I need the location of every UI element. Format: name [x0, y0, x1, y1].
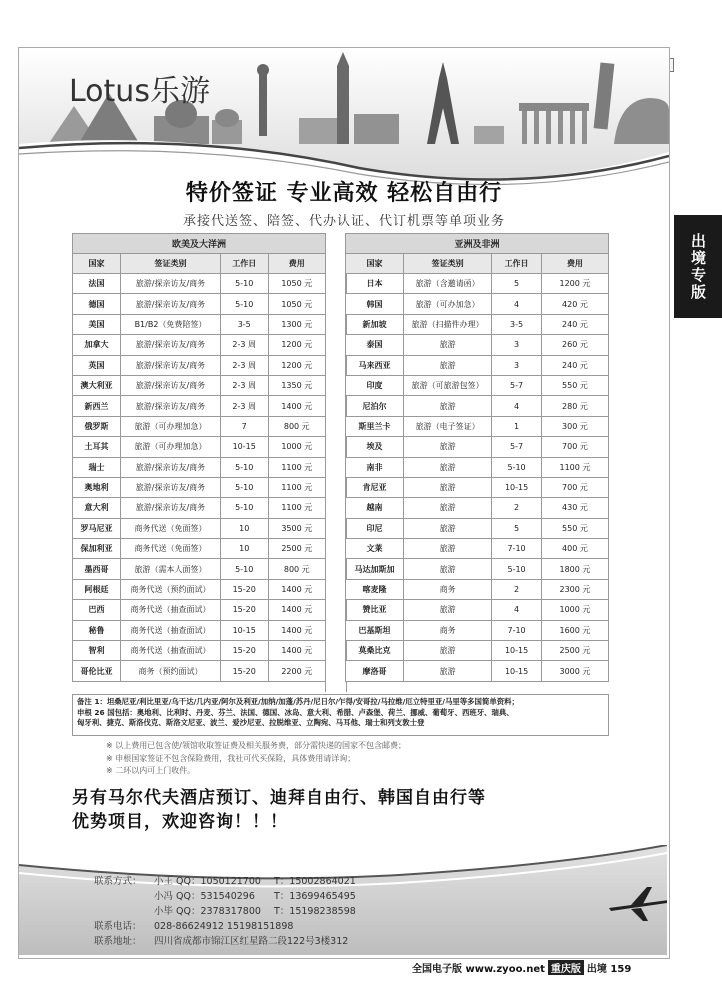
fee-cell: 1600 元	[541, 620, 608, 640]
fee-cell: 1400 元	[268, 600, 325, 620]
country-cell: 巴基斯坦	[346, 620, 404, 640]
country-cell: 加拿大	[73, 335, 121, 355]
country-cell: 意大利	[73, 498, 121, 518]
country-cell: 摩洛哥	[346, 661, 404, 681]
brand-logo	[69, 66, 210, 110]
contact-address-label: 联系地址：	[94, 936, 142, 947]
table-row	[346, 620, 609, 640]
country-cell: 新加坡	[346, 314, 404, 334]
fee-cell: 1400 元	[268, 620, 325, 640]
table-row	[73, 437, 326, 457]
fee-cell: 240 元	[541, 314, 608, 334]
fee-cell: 240 元	[541, 355, 608, 375]
table-row	[73, 355, 326, 375]
country-cell: 斯里兰卡	[346, 416, 404, 436]
visa-type-cell: 旅游/探亲访友/商务	[121, 294, 221, 314]
workdays-cell: 5-10	[220, 498, 268, 518]
visa-type-cell: 旅游（可旅游包签）	[404, 375, 492, 395]
visa-type-cell: 旅游	[404, 559, 492, 579]
country-cell: 埃及	[346, 437, 404, 457]
fee-cell: 1100 元	[268, 457, 325, 477]
footer-edition-badge: 重庆版	[548, 960, 584, 975]
table-row	[73, 416, 326, 436]
workdays-cell: 4	[492, 396, 542, 416]
col-header: 费用	[541, 254, 608, 274]
country-cell: 韩国	[346, 294, 404, 314]
table-row	[73, 396, 326, 416]
contact-qq: 小冯 QQ：531540296	[154, 891, 255, 902]
fee-cell: 3000 元	[541, 661, 608, 681]
country-cell: 土耳其	[73, 437, 121, 457]
fee-cell: 550 元	[541, 518, 608, 538]
col-header: 签证类别	[404, 254, 492, 274]
visa-type-cell: 旅游/探亲访友/商务	[121, 274, 221, 294]
table-row	[346, 375, 609, 395]
visa-type-cell: 商务代送（抽查面试）	[121, 620, 221, 640]
table-row	[73, 518, 326, 538]
promo-line: 另有马尔代夫酒店预订、迪拜自由行、韩国自由行等	[72, 788, 486, 808]
country-cell: 印度	[346, 375, 404, 395]
contact-phone-label: 联系电话：	[94, 921, 142, 932]
visa-type-cell: 旅游	[404, 641, 492, 661]
country-cell: 俄罗斯	[73, 416, 121, 436]
col-header: 国家	[346, 254, 404, 274]
visa-type-cell: 旅游/探亲访友/商务	[121, 477, 221, 497]
visa-type-cell: 商务（预约面试）	[121, 661, 221, 681]
country-cell: 瑞士	[73, 457, 121, 477]
country-cell: 文莱	[346, 539, 404, 559]
promo-text	[72, 786, 486, 834]
table-row	[346, 600, 609, 620]
workdays-cell: 5-10	[492, 559, 542, 579]
visa-type-cell: 旅游（电子签证）	[404, 416, 492, 436]
col-header: 国家	[73, 254, 121, 274]
fee-cell: 1050 元	[268, 274, 325, 294]
workdays-cell: 4	[492, 600, 542, 620]
remark-line: 申根 26 国包括：奥地利、比利时、丹麦、芬兰、法国、德国、冰岛、意大利、希腊、卢森堡、荷兰、挪威、葡萄牙、西班牙、瑞典、	[77, 707, 514, 717]
fee-cell: 2200 元	[268, 661, 325, 681]
visa-type-cell: 商务代送（免面签）	[121, 539, 221, 559]
note-line: ※ 二环以内可上门收件。	[106, 766, 196, 775]
workdays-cell: 5	[492, 274, 542, 294]
fee-cell: 800 元	[268, 416, 325, 436]
table-row	[346, 294, 609, 314]
country-cell: 澳大利亚	[73, 375, 121, 395]
workdays-cell: 5	[492, 518, 542, 538]
country-cell: 新西兰	[73, 396, 121, 416]
table-row	[346, 559, 609, 579]
visa-type-cell: 商务代送（免面签）	[121, 518, 221, 538]
table-row	[346, 457, 609, 477]
fee-cell: 1400 元	[268, 641, 325, 661]
col-header: 工作日	[492, 254, 542, 274]
contact-address: 四川省成都市锦江区红星路二段122号3楼312	[154, 936, 349, 947]
workdays-cell: 7	[220, 416, 268, 436]
visa-type-cell: 旅游	[404, 457, 492, 477]
visa-type-cell: 旅游	[404, 437, 492, 457]
table-row	[73, 600, 326, 620]
country-cell: 越南	[346, 498, 404, 518]
contact-qq: 小毕 QQ：2378317800	[154, 906, 261, 917]
visa-type-cell: 旅游/探亲访友/商务	[121, 457, 221, 477]
country-cell: 阿根廷	[73, 579, 121, 599]
workdays-cell: 10-15	[492, 477, 542, 497]
table-row	[346, 416, 609, 436]
workdays-cell: 3-5	[492, 314, 542, 334]
workdays-cell: 15-20	[220, 579, 268, 599]
col-header: 费用	[268, 254, 325, 274]
section-side-tab: 出境专版	[674, 215, 722, 318]
table-row	[73, 498, 326, 518]
contact-info	[94, 874, 356, 949]
country-cell: 莫桑比克	[346, 641, 404, 661]
workdays-cell: 10	[220, 539, 268, 559]
fee-cell: 400 元	[541, 539, 608, 559]
workdays-cell: 5-10	[220, 477, 268, 497]
country-cell: 巴西	[73, 600, 121, 620]
fee-cell: 1200 元	[268, 355, 325, 375]
col-header: 工作日	[220, 254, 268, 274]
workdays-cell: 1	[492, 416, 542, 436]
country-cell: 赞比亚	[346, 600, 404, 620]
fee-cell: 430 元	[541, 498, 608, 518]
contact-method-label: 联系方式：	[94, 876, 142, 887]
visa-type-cell: 旅游（可办理加急）	[121, 437, 221, 457]
table-row	[73, 314, 326, 334]
workdays-cell: 10-15	[492, 641, 542, 661]
table-row	[346, 437, 609, 457]
country-cell: 秘鲁	[73, 620, 121, 640]
table-row	[73, 579, 326, 599]
table-row	[73, 294, 326, 314]
workdays-cell: 10-15	[492, 661, 542, 681]
country-cell: 保加利亚	[73, 539, 121, 559]
fee-cell: 1200 元	[268, 335, 325, 355]
visa-type-cell: 商务代送（抽查面试）	[121, 641, 221, 661]
country-cell: 泰国	[346, 335, 404, 355]
workdays-cell: 2-3 周	[220, 375, 268, 395]
contact-phone: 028-86624912 15198151898	[154, 921, 294, 932]
workdays-cell: 2	[492, 579, 542, 599]
contact-qq: 小王 QQ：1050121700	[154, 876, 261, 887]
table-row	[346, 518, 609, 538]
table-row	[73, 477, 326, 497]
visa-type-cell: 旅游/探亲访友/商务	[121, 396, 221, 416]
table-row	[73, 457, 326, 477]
col-header: 签证类别	[121, 254, 221, 274]
country-cell: 罗马尼亚	[73, 518, 121, 538]
visa-type-cell: 旅游	[404, 600, 492, 620]
visa-type-cell: 商务	[404, 579, 492, 599]
table-row	[346, 274, 609, 294]
workdays-cell: 2-3 周	[220, 355, 268, 375]
workdays-cell: 2-3 周	[220, 396, 268, 416]
table-row	[73, 274, 326, 294]
visa-type-cell: 旅游（扫描件办理）	[404, 314, 492, 334]
workdays-cell: 3	[492, 335, 542, 355]
table-row	[346, 498, 609, 518]
remark-line: 备注 1：坦桑尼亚/利比里亚/乌干达/几内亚/阿尔及利亚/加纳/加蓬/苏丹/尼日尔/乍得/安哥拉/马拉维/厄立特里亚/马里等多国简单资料；	[77, 697, 519, 706]
page-footer	[412, 960, 631, 975]
footer-site: 全国电子版 www.zyoo.net	[412, 964, 545, 975]
workdays-cell: 7-10	[492, 539, 542, 559]
country-cell: 马达加斯加	[346, 559, 404, 579]
table-row	[73, 661, 326, 681]
workdays-cell: 5-10	[220, 294, 268, 314]
fee-notes	[106, 740, 406, 778]
workdays-cell: 15-20	[220, 600, 268, 620]
main-slogan: 特价签证 专业高效 轻松自由行	[185, 181, 503, 206]
table-divider	[325, 233, 347, 692]
fee-cell: 300 元	[541, 416, 608, 436]
visa-type-cell: 商务代送（预约面试）	[121, 579, 221, 599]
country-cell: 英国	[73, 355, 121, 375]
fee-cell: 1400 元	[268, 396, 325, 416]
contact-tel: T：15002864021	[274, 876, 356, 887]
page-header	[0, 24, 722, 46]
country-cell: 哥伦比亚	[73, 661, 121, 681]
visa-type-cell: 旅游	[404, 477, 492, 497]
table-row	[346, 335, 609, 355]
table-section-title: 欧美及大洋洲	[73, 234, 326, 254]
workdays-cell: 10	[220, 518, 268, 538]
fee-cell: 260 元	[541, 335, 608, 355]
remark-line: 匈牙利、捷克、斯洛伐克、斯洛文尼亚、波兰、爱沙尼亚、拉脱维亚、立陶宛、马耳他、瑞士和列支敦士登	[77, 718, 425, 727]
visa-type-cell: 旅游	[404, 661, 492, 681]
visa-type-cell: 旅游/探亲访友/商务	[121, 375, 221, 395]
table-row	[73, 375, 326, 395]
logo-cn: 乐游	[149, 74, 210, 109]
workdays-cell: 5-10	[220, 559, 268, 579]
country-cell: 墨西哥	[73, 559, 121, 579]
fee-cell: 1050 元	[268, 294, 325, 314]
table-row	[346, 314, 609, 334]
fee-cell: 1800 元	[541, 559, 608, 579]
workdays-cell: 2-3 周	[220, 335, 268, 355]
country-cell: 南非	[346, 457, 404, 477]
table-row	[73, 539, 326, 559]
visa-type-cell: 旅游（含邀请函）	[404, 274, 492, 294]
country-cell: 喀麦隆	[346, 579, 404, 599]
promo-line: 优势项目，欢迎咨询！！！	[72, 812, 288, 832]
fee-cell: 1300 元	[268, 314, 325, 334]
fee-cell: 700 元	[541, 477, 608, 497]
table-row	[346, 539, 609, 559]
note-line: ※ 以上费用已包含使/领馆收取签证费及相关服务费，部分需快递的国家不包含邮费；	[106, 741, 406, 750]
workdays-cell: 15-20	[220, 641, 268, 661]
table-row	[346, 355, 609, 375]
visa-type-cell: 旅游/探亲访友/商务	[121, 498, 221, 518]
table-row	[346, 579, 609, 599]
fee-cell: 1200 元	[541, 274, 608, 294]
fee-cell: 2500 元	[541, 641, 608, 661]
fee-cell: 280 元	[541, 396, 608, 416]
visa-type-cell: 旅游/探亲访友/商务	[121, 335, 221, 355]
fee-cell: 1000 元	[268, 437, 325, 457]
country-cell: 德国	[73, 294, 121, 314]
visa-type-cell: 旅游	[404, 355, 492, 375]
fee-cell: 2300 元	[541, 579, 608, 599]
table-section-title: 亚洲及非洲	[346, 234, 609, 254]
country-cell: 肯尼亚	[346, 477, 404, 497]
sub-slogan: 承接代送签、陪签、代办认证、代订机票等单项业务	[182, 214, 505, 229]
workdays-cell: 5-10	[492, 457, 542, 477]
table-row	[73, 641, 326, 661]
country-cell: 奥地利	[73, 477, 121, 497]
workdays-cell: 5-10	[220, 274, 268, 294]
table-row	[346, 661, 609, 681]
fee-cell: 2500 元	[268, 539, 325, 559]
country-cell: 美国	[73, 314, 121, 334]
visa-type-cell: 旅游（可办理加急）	[121, 416, 221, 436]
visa-type-cell: 旅游	[404, 396, 492, 416]
visa-type-cell: 旅游	[404, 498, 492, 518]
visa-type-cell: 旅游（可办加急）	[404, 294, 492, 314]
table-row	[346, 641, 609, 661]
fee-cell: 700 元	[541, 437, 608, 457]
workdays-cell: 10-15	[220, 437, 268, 457]
table-row	[346, 477, 609, 497]
workdays-cell: 10-15	[220, 620, 268, 640]
fee-cell: 1100 元	[268, 498, 325, 518]
workdays-cell: 5-7	[492, 437, 542, 457]
asia-africa-table	[345, 233, 609, 682]
visa-type-cell: 旅游	[404, 539, 492, 559]
footer-page: 出境 159	[586, 964, 632, 975]
workdays-cell: 4	[492, 294, 542, 314]
visa-type-cell: 商务	[404, 620, 492, 640]
workdays-cell: 2	[492, 498, 542, 518]
visa-type-cell: 旅游	[404, 518, 492, 538]
table-row	[346, 396, 609, 416]
visa-type-cell: 旅游/探亲访友/商务	[121, 355, 221, 375]
country-cell: 日本	[346, 274, 404, 294]
europe-americas-table	[72, 233, 326, 682]
contact-tel: T：15198238598	[274, 906, 356, 917]
contact-tel: T：13699465495	[274, 891, 356, 902]
table-row	[73, 335, 326, 355]
fee-cell: 800 元	[268, 559, 325, 579]
country-cell: 智利	[73, 641, 121, 661]
fee-cell: 550 元	[541, 375, 608, 395]
fee-cell: 1100 元	[541, 457, 608, 477]
workdays-cell: 5-7	[492, 375, 542, 395]
visa-type-cell: 旅游（需本人面签）	[121, 559, 221, 579]
workdays-cell: 3-5	[220, 314, 268, 334]
country-cell: 法国	[73, 274, 121, 294]
visa-type-cell: B1/B2（免费陪签）	[121, 314, 221, 334]
country-cell: 马来西亚	[346, 355, 404, 375]
note-line: ※ 申根国家签证不包含保险费用，我社可代买保险，具体费用请详询；	[106, 753, 356, 763]
workdays-cell: 15-20	[220, 661, 268, 681]
workdays-cell: 7-10	[492, 620, 542, 640]
fee-cell: 1100 元	[268, 477, 325, 497]
country-cell: 印尼	[346, 518, 404, 538]
logo-latin: Lotus	[69, 74, 150, 109]
table-row	[73, 620, 326, 640]
country-cell: 尼泊尔	[346, 396, 404, 416]
visa-type-cell: 商务代送（抽查面试）	[121, 600, 221, 620]
remarks-box	[72, 694, 609, 736]
fee-cell: 1400 元	[268, 579, 325, 599]
fee-cell: 420 元	[541, 294, 608, 314]
fee-cell: 1350 元	[268, 375, 325, 395]
workdays-cell: 3	[492, 355, 542, 375]
fee-cell: 1000 元	[541, 600, 608, 620]
workdays-cell: 5-10	[220, 457, 268, 477]
fee-cell: 3500 元	[268, 518, 325, 538]
table-row	[73, 559, 326, 579]
visa-type-cell: 旅游	[404, 335, 492, 355]
